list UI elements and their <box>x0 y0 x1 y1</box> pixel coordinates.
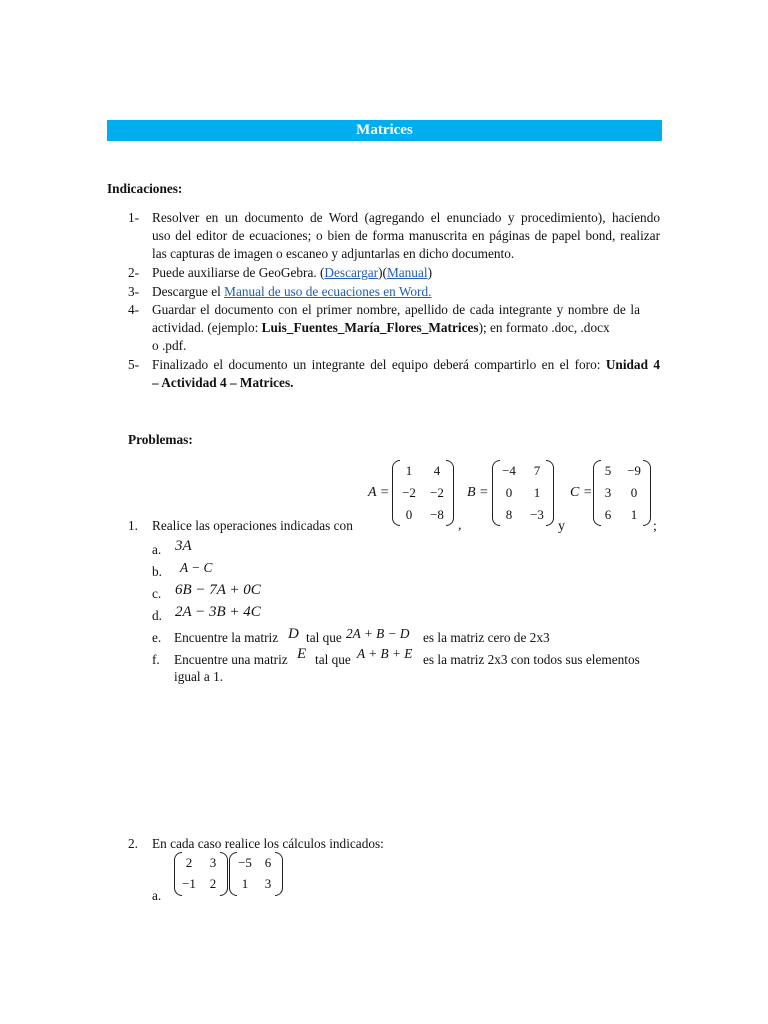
matrix-cell: 1 <box>405 463 413 478</box>
subitem-f-text-2: tal que <box>315 652 351 667</box>
item-4-line-3: o .pdf. <box>152 338 187 353</box>
matrix-a <box>392 460 454 526</box>
matrix-b-label: B = <box>467 485 489 500</box>
item-4-line-2 <box>152 319 610 337</box>
matrix-cell: 1 <box>533 485 541 500</box>
matrix-cell: 2 <box>209 876 217 891</box>
matrix-c-label: C = <box>570 485 593 500</box>
matrix-cell: 2 <box>185 855 193 870</box>
item-4-line-2-pre: actividad. (ejemplo: <box>152 320 262 335</box>
item-5-line-1 <box>152 356 660 374</box>
matrix-cell: 5 <box>604 463 612 478</box>
matrix-cell: −2 <box>402 485 416 500</box>
matrix-cell: −2 <box>430 485 444 500</box>
subitem-f-text-3: es la matriz 2x3 con todos sus elementos <box>423 652 640 667</box>
item-number: 2- <box>128 265 140 280</box>
problem-2-number: 2. <box>128 836 138 851</box>
matrix-cell: 1 <box>630 507 638 522</box>
matrix-cell: 6 <box>604 507 612 522</box>
matrix-cell: 3 <box>264 876 272 891</box>
subitem-expr: 6B − 7A + 0C <box>175 582 261 598</box>
manual-ecuaciones-link[interactable]: Manual de uso de ecuaciones en Word. <box>224 284 432 299</box>
subitem-expr: A − C <box>180 560 213 575</box>
item-5-line-2: – Actividad 4 – Matrices. <box>152 375 294 390</box>
comma: , <box>458 518 462 533</box>
item-number: 5- <box>128 357 140 372</box>
page-title: Matrices <box>356 122 413 138</box>
item-1-line-1: Resolver en un documento de Word (agregando el enunciado y procedimiento), haciendo <box>152 210 660 225</box>
filename-example: Luis_Fuentes_María_Flores_Matrices <box>261 320 479 335</box>
descargar-link[interactable]: Descargar <box>324 265 379 280</box>
subitem-e-text-3: es la matriz cero de 2x3 <box>423 630 550 645</box>
subitem-expr: 2A − 3B + 4C <box>175 604 261 620</box>
matrix-a-label: A = <box>368 485 390 500</box>
subitem-letter: f. <box>152 652 160 667</box>
item-1-line-3: las capturas de imagen o escaneo y adjuntarlas en dicho documento. <box>152 246 515 261</box>
matrix-cell: 4 <box>433 463 441 478</box>
matrix-cell: 0 <box>630 485 638 500</box>
item-2-post: ) <box>427 265 432 280</box>
title-banner <box>107 120 662 141</box>
problem-1-text: Realice las operaciones indicadas con <box>152 518 353 533</box>
subitem-letter: a. <box>152 542 162 557</box>
subitem-letter: d. <box>152 608 162 623</box>
item-number: 1- <box>128 210 140 225</box>
item-5-line-1-pre: Finalizado el documento un integrante del equipo deberá compartirlo en el foro: <box>152 357 606 372</box>
subitem-e-math-1: D <box>288 626 299 642</box>
matrix-b <box>492 460 554 526</box>
matrix-cell: 3 <box>604 485 612 500</box>
matrix-cell: 3 <box>209 855 217 870</box>
matrix-cell: 8 <box>505 507 513 522</box>
subitem-letter: b. <box>152 564 162 579</box>
problem-2-text: En cada caso realice los cálculos indicados: <box>152 836 384 851</box>
item-1-line-2: uso del editor de ecuaciones; o bien de forma manuscrita en páginas de papel bond, realizar <box>152 228 660 243</box>
matrix-cell: 6 <box>264 855 272 870</box>
subitem-expr: 3A <box>175 538 192 554</box>
matrix-p2-2 <box>229 852 283 896</box>
manual-link[interactable]: Manual <box>386 265 428 280</box>
matrix-cell: −9 <box>627 463 641 478</box>
subitem-f-math-1: E <box>297 646 307 662</box>
item-2-pre: Puede auxiliarse de GeoGebra. ( <box>152 265 325 280</box>
matrix-cell: 7 <box>533 463 541 478</box>
semicolon: ; <box>653 519 657 534</box>
item-5-line-1-bold: Unidad 4 <box>605 357 660 372</box>
matrix-c <box>593 460 651 526</box>
matrix-cell: −8 <box>430 507 444 522</box>
item-2-mid: )( <box>378 265 387 280</box>
item-2-text <box>152 264 432 282</box>
problemas-heading: Problemas: <box>128 432 193 447</box>
item-3-text <box>152 283 431 301</box>
item-4-line-2-post: ); en formato .doc, .docx <box>478 320 610 335</box>
conjunction-y: y <box>558 519 565 534</box>
item-number: 3- <box>128 284 140 299</box>
matrix-p2-1 <box>174 852 228 896</box>
problem-1-number: 1. <box>128 518 138 533</box>
subitem-f-math-2: A + B + E <box>357 646 413 661</box>
matrix-cell: 0 <box>505 485 513 500</box>
item-number: 4- <box>128 302 140 317</box>
subitem-letter: a. <box>152 888 162 903</box>
matrix-cell: −4 <box>502 463 516 478</box>
item-4-line-1: Guardar el documento con el primer nombre, apellido de cada integrante y nombre de la <box>152 302 640 317</box>
matrix-cell: 0 <box>405 507 413 522</box>
subitem-e-text-2: tal que <box>306 630 342 645</box>
subitem-f-text-4: igual a 1. <box>174 669 224 684</box>
subitem-letter: c. <box>152 586 162 601</box>
subitem-letter: e. <box>152 630 162 645</box>
subitem-e-text-1: Encuentre la matriz <box>174 630 279 645</box>
subitem-e-math-2: 2A + B − D <box>346 626 410 641</box>
item-3-pre: Descargue el <box>152 284 225 299</box>
indicaciones-heading: Indicaciones: <box>107 181 183 196</box>
matrix-cell: 1 <box>241 876 249 891</box>
subitem-f-text-1: Encuentre una matriz <box>174 652 288 667</box>
matrix-cell: −5 <box>238 855 252 870</box>
matrix-cell: −1 <box>182 876 196 891</box>
matrix-cell: −3 <box>530 507 544 522</box>
